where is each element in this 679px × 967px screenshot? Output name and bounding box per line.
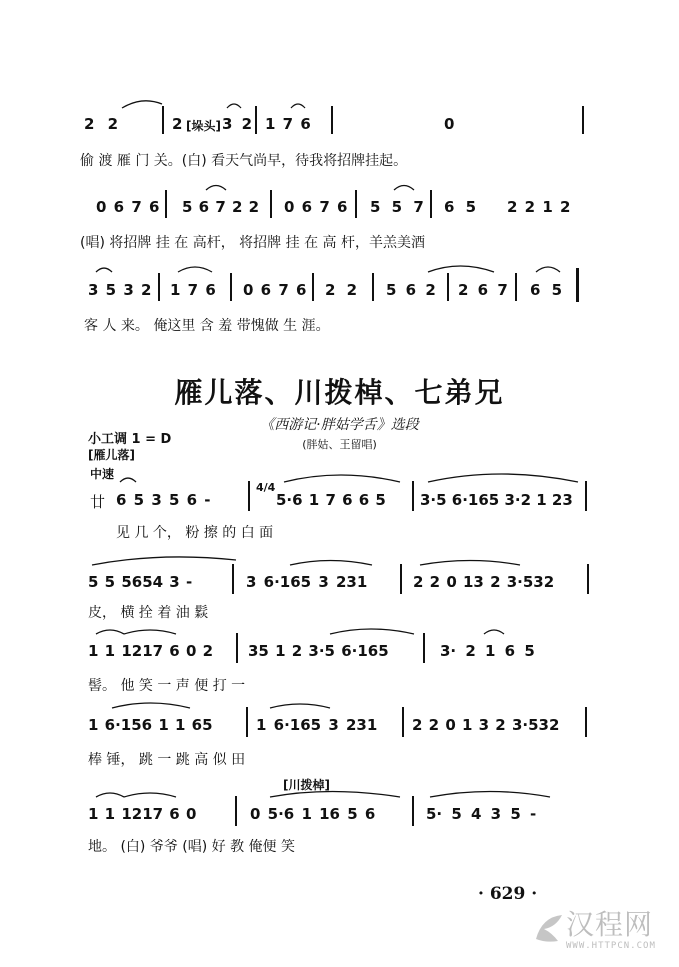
piece-subtitle: 《西游记·胖姑学舌》选段	[260, 417, 419, 433]
site-watermark	[532, 903, 672, 959]
piece-title: 雁儿落、川拨棹、七弟兄	[174, 376, 505, 409]
system1-notes-d: 1 7 6	[265, 115, 311, 133]
barline	[585, 481, 587, 511]
system2-lyrics: (唱) 将招牌 挂 在 高杆， 将招牌 挂 在 高 杆，羊羔美酒	[80, 235, 425, 251]
system8-lyrics: 地。 (白) 爷爷 (唱) 好 教 俺便 笑	[88, 839, 295, 855]
system1-lyrics: 偷 渡 雁 门 关。(白) 看天气尚早，待我将招牌挂起。	[80, 153, 408, 169]
system8-notes-a: 1 1 1217 6 0	[88, 805, 197, 823]
system5-notes-b: 3 6·165 3 231	[246, 573, 368, 591]
system7-lyrics: 棒 锤， 跳 一 跳 高 似 田	[88, 752, 246, 768]
key-signature: 小工调 1 = D	[88, 432, 172, 447]
barline	[255, 106, 257, 134]
system5-lyrics: 皮， 横 拴 着 油 鬏	[88, 605, 209, 621]
system3-notes-f: 2 6 7	[458, 281, 508, 299]
system2-notes-a: 0 6 7 6	[96, 198, 160, 216]
page-number: · 629 ·	[478, 884, 538, 904]
barline	[235, 796, 237, 826]
system3-notes-g: 6 5	[530, 281, 563, 299]
barline	[423, 633, 425, 663]
system2-notes-c: 0 6 7 6	[284, 198, 348, 216]
barline	[312, 273, 314, 301]
barline	[355, 190, 357, 218]
system8-notes-c: 5· 5 4 3 5 -	[426, 805, 537, 823]
barline	[412, 796, 414, 826]
system1-notes-c: 3 2	[222, 115, 253, 133]
system4-notes-c: 3·5 6·165 3·2 1 23	[420, 491, 573, 509]
system8-notes-b: 0 5·6 1 16 5 6	[250, 805, 376, 823]
tempo-marking: 中速	[90, 467, 115, 481]
system6-notes-b: 35 1 2 3·5 6·165	[248, 642, 389, 660]
system1-pretag: [垛头]	[186, 119, 221, 133]
system3-notes-c: 0 6 7 6	[243, 281, 307, 299]
tune-tag-yanerluo: [雁儿落]	[88, 448, 135, 462]
barline	[372, 273, 374, 301]
barline	[515, 273, 517, 301]
system3-notes-e: 5 6 2	[386, 281, 436, 299]
system1-notes-a: 2 2	[84, 115, 119, 133]
barline	[162, 106, 164, 134]
system4-notes-b: 5·6 1 7 6 6 5	[276, 491, 386, 509]
tune-tag-chuanbozhao: [川拨棹]	[283, 778, 330, 792]
system6-notes-c: 3· 2 1 6 5	[440, 642, 535, 660]
barline	[236, 633, 238, 663]
system3-lyrics: 客 人 来。 俺这里 含 羞 带愧做 生 涯。	[84, 318, 330, 334]
watermark-logo-icon	[532, 911, 566, 945]
system4-notes-a: 6 5 3 5 6 -	[116, 491, 211, 509]
system7-notes-a: 1 6·156 1 1 65	[88, 716, 213, 734]
system3-notes-d: 2 2	[325, 281, 358, 299]
system7-notes-c: 2 2 0 1 3 2 3·532	[412, 716, 560, 734]
barline	[232, 564, 234, 594]
system4-lyrics: 见 几 个， 粉 擦 的 白 面	[116, 525, 274, 541]
barline	[430, 190, 432, 218]
barline	[587, 564, 589, 594]
system6-notes-a: 1 1 1217 6 0 2	[88, 642, 214, 660]
barline	[400, 564, 402, 594]
system1-notes-b: 2	[172, 115, 183, 133]
system2-notes-b: 5 6 7 2 2	[182, 198, 260, 216]
barline	[158, 273, 160, 301]
system2-notes-d: 5 5 7	[370, 198, 424, 216]
barline	[165, 190, 167, 218]
barline	[585, 707, 587, 737]
system1-notes-e: 0	[444, 115, 455, 133]
system5-notes-c: 2 2 0 13 2 3·532	[413, 573, 555, 591]
system6-lyrics: 髻。 他 笑 一 声 便 打 一	[88, 678, 246, 694]
barline	[331, 106, 333, 134]
barline	[270, 190, 272, 218]
time-signature: 4/4	[256, 481, 276, 494]
watermark-text: 汉程网	[566, 908, 654, 941]
barline	[230, 273, 232, 301]
barline	[447, 273, 449, 301]
system3-notes-b: 1 7 6	[170, 281, 216, 299]
system5-notes-a: 5 5 5654 3 -	[88, 573, 193, 591]
barline	[246, 707, 248, 737]
barline	[402, 707, 404, 737]
system2-notes-e: 6 5	[444, 198, 477, 216]
barline	[582, 106, 584, 134]
system2-notes-f: 2 2 1 2	[507, 198, 571, 216]
system7-notes-b: 1 6·165 3 231	[256, 716, 378, 734]
system3-notes-a: 3 5 3 2	[88, 281, 152, 299]
barline	[248, 481, 250, 511]
watermark-url: WWW.HTTPCN.COM	[566, 941, 656, 951]
free-meter-sign: 廿	[90, 493, 106, 511]
singer-credit: (胖姑、王留唱)	[302, 438, 377, 451]
barline	[412, 481, 414, 511]
final-barline	[576, 268, 579, 302]
